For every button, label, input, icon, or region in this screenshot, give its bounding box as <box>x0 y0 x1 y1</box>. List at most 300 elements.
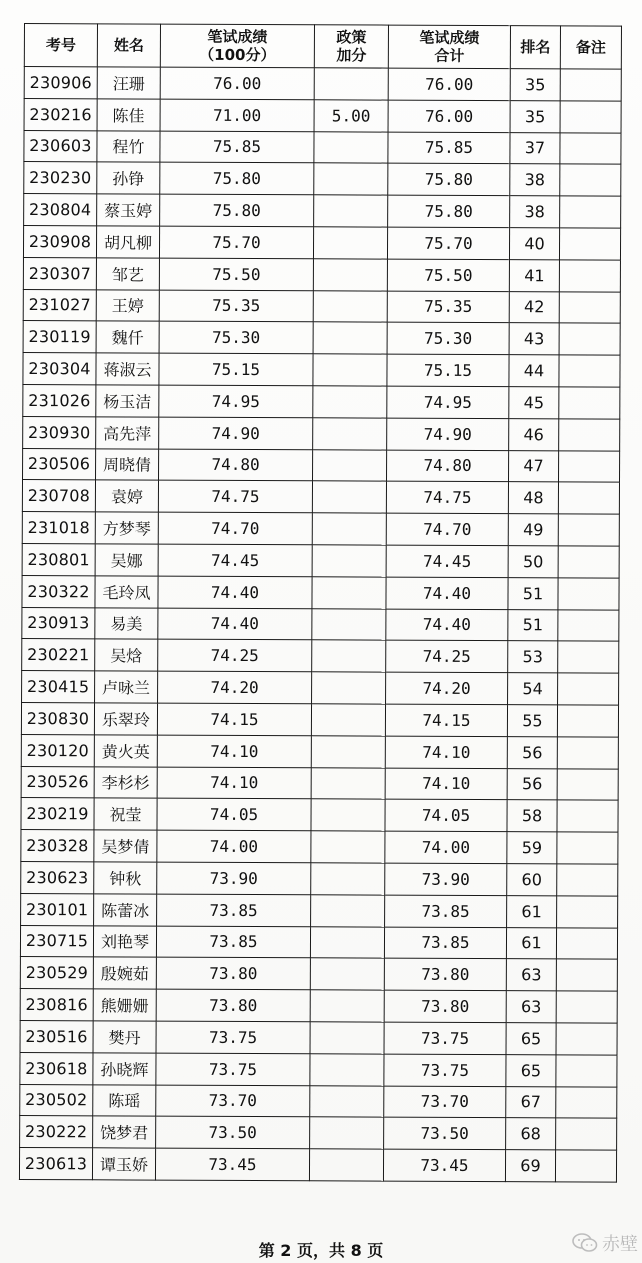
cell-bonus <box>311 767 385 799</box>
cell-score: 74.40 <box>158 608 312 640</box>
cell-id: 230307 <box>23 257 96 289</box>
header-remark-label: 备注 <box>575 38 606 57</box>
cell-rank: 63 <box>506 959 556 991</box>
cell-name: 魏仟 <box>96 321 159 353</box>
cell-score: 74.25 <box>158 639 312 671</box>
cell-remark <box>560 101 621 133</box>
cell-remark <box>556 1086 617 1118</box>
cell-id: 230603 <box>24 130 97 162</box>
cell-name: 乐翠玲 <box>94 703 157 735</box>
cell-bonus <box>310 926 384 958</box>
header-name-label: 姓名 <box>113 36 144 55</box>
cell-remark <box>557 896 618 928</box>
cell-total: 73.85 <box>385 895 507 927</box>
header-remark <box>560 26 621 69</box>
cell-remark <box>556 1023 617 1055</box>
table-header-row <box>24 24 621 70</box>
cell-remark <box>559 291 620 323</box>
cell-remark <box>559 450 620 482</box>
header-bonus-label: 政策 <box>336 28 367 47</box>
cell-bonus <box>311 831 385 863</box>
cell-total: 73.80 <box>384 958 506 990</box>
cell-name: 吴梦倩 <box>94 830 157 862</box>
cell-total: 74.90 <box>387 418 509 450</box>
cell-score: 74.05 <box>157 798 311 830</box>
cell-bonus <box>312 513 386 545</box>
cell-rank: 48 <box>508 482 558 514</box>
cell-rank: 68 <box>506 1118 556 1150</box>
cell-id: 230304 <box>23 353 96 385</box>
table-row <box>23 353 620 387</box>
cell-bonus <box>314 68 388 100</box>
cell-score: 75.80 <box>160 194 314 226</box>
header-rank-label: 排名 <box>520 38 551 57</box>
cell-total: 75.30 <box>387 322 509 354</box>
cell-remark <box>558 673 619 705</box>
cell-rank: 42 <box>509 291 559 323</box>
cell-rank: 69 <box>505 1150 555 1182</box>
cell-total: 73.70 <box>384 1086 506 1118</box>
page-footer: 第 2 页，共 8 页 <box>258 1241 384 1260</box>
cell-id: 230830 <box>21 702 94 734</box>
cell-rank: 61 <box>506 927 556 959</box>
cell-remark <box>556 991 617 1023</box>
cell-id: 230322 <box>22 575 95 607</box>
table-row <box>23 416 620 450</box>
cell-bonus <box>311 894 385 926</box>
cell-score: 73.70 <box>156 1085 310 1117</box>
cell-remark <box>557 832 618 864</box>
header-name <box>97 24 160 67</box>
cell-score: 75.80 <box>160 162 314 194</box>
cell-total: 75.70 <box>387 227 509 259</box>
cell-id: 230526 <box>21 766 94 798</box>
cell-rank: 41 <box>509 259 559 291</box>
cell-rank: 40 <box>509 228 559 260</box>
cell-id: 230216 <box>24 98 97 130</box>
cell-bonus <box>309 1149 383 1181</box>
cell-id: 230502 <box>20 1084 93 1116</box>
cell-score: 73.85 <box>156 926 310 958</box>
cell-total: 74.70 <box>386 513 508 545</box>
cell-total: 75.80 <box>388 163 510 195</box>
cell-total: 74.80 <box>387 450 509 482</box>
cell-score: 75.35 <box>159 290 313 322</box>
cell-remark <box>557 737 618 769</box>
cell-total: 74.25 <box>386 640 508 672</box>
table-row <box>24 130 621 164</box>
cell-name: 王婷 <box>96 289 159 321</box>
cell-bonus <box>310 990 384 1022</box>
table-row <box>21 702 618 736</box>
cell-id: 230119 <box>23 321 96 353</box>
cell-total: 76.00 <box>388 68 510 100</box>
cell-total: 73.90 <box>385 863 507 895</box>
score-table <box>19 23 622 1182</box>
cell-remark <box>559 228 620 260</box>
cell-id: 230529 <box>20 957 93 989</box>
cell-score: 74.10 <box>157 767 311 799</box>
table-body <box>19 67 621 1182</box>
cell-bonus <box>311 735 385 767</box>
cell-total: 75.85 <box>388 132 510 164</box>
table-row <box>22 607 619 641</box>
cell-name: 刘艳琴 <box>93 925 156 957</box>
cell-name: 陈佳 <box>97 99 160 131</box>
cell-score: 75.15 <box>159 353 313 385</box>
cell-rank: 51 <box>508 609 558 641</box>
cell-rank: 59 <box>507 832 557 864</box>
cell-total: 73.80 <box>384 990 506 1022</box>
table-row <box>21 766 618 800</box>
cell-rank: 63 <box>506 991 556 1023</box>
cell-name: 孙铮 <box>97 162 160 194</box>
cell-bonus <box>313 386 387 418</box>
cell-bonus <box>310 1022 384 1054</box>
cell-rank: 45 <box>509 387 559 419</box>
cell-name: 毛玲凤 <box>95 576 158 608</box>
table-row <box>22 480 619 514</box>
cell-total: 74.20 <box>386 672 508 704</box>
cell-remark <box>556 1055 617 1087</box>
cell-rank: 44 <box>509 355 559 387</box>
cell-remark <box>557 800 618 832</box>
cell-id: 230219 <box>21 798 94 830</box>
cell-id: 230328 <box>21 830 94 862</box>
chat-bubble-icon <box>572 1232 598 1254</box>
cell-total: 75.15 <box>387 354 509 386</box>
cell-bonus <box>311 704 385 736</box>
cell-score: 74.10 <box>157 735 311 767</box>
table-row <box>21 830 618 864</box>
table-row <box>20 1020 617 1054</box>
cell-remark <box>556 1118 617 1150</box>
cell-bonus <box>312 577 386 609</box>
table-row <box>24 194 621 228</box>
cell-bonus <box>310 1085 384 1117</box>
cell-name: 邹艺 <box>96 258 159 290</box>
cell-rank: 49 <box>508 514 558 546</box>
cell-id: 230623 <box>21 861 94 893</box>
table-row <box>23 384 620 418</box>
cell-name: 黄火英 <box>94 735 157 767</box>
cell-name: 熊姗姗 <box>93 989 156 1021</box>
cell-rank: 43 <box>509 323 559 355</box>
cell-rank: 47 <box>509 450 559 482</box>
cell-total: 74.45 <box>386 545 508 577</box>
cell-rank: 56 <box>507 768 557 800</box>
header-total-label: 笔试成绩 <box>419 28 480 47</box>
cell-rank: 53 <box>508 641 558 673</box>
cell-name: 李杉杉 <box>94 766 157 798</box>
cell-bonus <box>313 227 387 259</box>
cell-id: 230506 <box>23 448 96 480</box>
cell-remark <box>559 355 620 387</box>
cell-remark <box>560 132 621 164</box>
cell-score: 76.00 <box>160 67 314 99</box>
cell-rank: 55 <box>507 705 557 737</box>
cell-remark <box>559 323 620 355</box>
cell-remark <box>560 196 621 228</box>
cell-id: 230230 <box>24 162 97 194</box>
cell-score: 73.90 <box>157 862 311 894</box>
cell-bonus <box>314 195 388 227</box>
cell-name: 胡凡柳 <box>96 226 159 258</box>
cell-score: 73.80 <box>156 957 310 989</box>
cell-score: 74.75 <box>158 480 312 512</box>
cell-id: 230804 <box>24 194 97 226</box>
cell-id: 230913 <box>22 607 95 639</box>
cell-bonus <box>313 449 387 481</box>
cell-bonus <box>313 418 387 450</box>
cell-score: 73.45 <box>155 1148 309 1180</box>
table-row <box>23 225 620 259</box>
cell-rank: 60 <box>507 864 557 896</box>
table-row <box>21 734 618 768</box>
table-row <box>23 289 620 323</box>
cell-rank: 61 <box>507 895 557 927</box>
cell-bonus <box>312 481 386 513</box>
table-row <box>19 1148 616 1182</box>
cell-id: 230222 <box>20 1116 93 1148</box>
cell-score: 73.75 <box>156 1053 310 1085</box>
cell-score: 75.70 <box>159 226 313 258</box>
table-row <box>22 543 619 577</box>
cell-total: 74.15 <box>385 704 507 736</box>
table-row <box>21 893 618 927</box>
cell-total: 74.75 <box>386 481 508 513</box>
cell-bonus <box>310 958 384 990</box>
cell-id: 230816 <box>20 989 93 1021</box>
cell-id: 230930 <box>23 416 96 448</box>
table-row <box>22 639 619 673</box>
cell-name: 蒋淑云 <box>96 353 159 385</box>
watermark-text: 赤壁 <box>602 1234 638 1255</box>
cell-rank: 46 <box>509 418 559 450</box>
cell-total: 73.50 <box>384 1117 506 1149</box>
table-row <box>22 512 619 546</box>
cell-id: 230618 <box>20 1052 93 1084</box>
cell-bonus <box>312 672 386 704</box>
cell-name: 易美 <box>95 607 158 639</box>
cell-total: 74.40 <box>386 609 508 641</box>
cell-rank: 67 <box>506 1086 556 1118</box>
cell-bonus <box>314 163 388 195</box>
cell-total: 74.10 <box>385 768 507 800</box>
cell-name: 钟秋 <box>94 862 157 894</box>
cell-remark <box>560 164 621 196</box>
table-row <box>23 257 620 291</box>
cell-id: 230908 <box>23 225 96 257</box>
cell-name: 方梦琴 <box>95 512 158 544</box>
cell-name: 陈蕾冰 <box>94 894 157 926</box>
cell-name: 祝莹 <box>94 798 157 830</box>
cell-id: 230801 <box>22 543 95 575</box>
table-row <box>24 67 621 101</box>
table-row <box>22 575 619 609</box>
cell-bonus <box>313 322 387 354</box>
cell-remark <box>559 260 620 292</box>
cell-rank: 38 <box>510 164 560 196</box>
cell-name: 樊丹 <box>93 1021 156 1053</box>
header-rank <box>510 26 560 69</box>
cell-id: 231026 <box>23 384 96 416</box>
cell-total: 74.05 <box>385 799 507 831</box>
cell-name: 袁婷 <box>95 480 158 512</box>
header-total <box>388 25 510 69</box>
cell-remark <box>558 514 619 546</box>
cell-name: 杨玉洁 <box>96 385 159 417</box>
cell-score: 74.00 <box>157 830 311 862</box>
cell-id: 230120 <box>21 734 94 766</box>
cell-remark <box>556 927 617 959</box>
cell-remark <box>555 1150 616 1182</box>
cell-score: 75.30 <box>159 321 313 353</box>
cell-name: 卢咏兰 <box>95 671 158 703</box>
cell-id: 230708 <box>22 480 95 512</box>
cell-score: 74.45 <box>158 544 312 576</box>
cell-total: 76.00 <box>388 100 510 132</box>
table-row <box>20 925 617 959</box>
cell-id: 230906 <box>24 67 97 99</box>
cell-name: 殷婉茹 <box>93 957 156 989</box>
table-row <box>21 798 618 832</box>
cell-id: 230221 <box>22 639 95 671</box>
header-id <box>24 24 97 67</box>
header-score <box>160 24 314 68</box>
cell-bonus <box>310 1053 384 1085</box>
cell-rank: 50 <box>508 546 558 578</box>
table-row <box>20 1052 617 1086</box>
cell-bonus <box>311 799 385 831</box>
cell-name: 蔡玉婷 <box>97 194 160 226</box>
cell-remark <box>558 641 619 673</box>
header-bonus-sublabel: 加分 <box>336 46 367 65</box>
cell-name: 陈瑶 <box>93 1084 156 1116</box>
header-bonus <box>314 25 388 68</box>
cell-remark <box>560 69 621 101</box>
cell-name: 程竹 <box>97 130 160 162</box>
cell-id: 230101 <box>21 893 94 925</box>
table-row <box>24 162 621 196</box>
cell-remark <box>557 768 618 800</box>
table-row <box>20 1116 617 1150</box>
cell-score: 71.00 <box>160 99 314 131</box>
table-row <box>21 861 618 895</box>
cell-bonus <box>312 545 386 577</box>
cell-name: 汪珊 <box>97 67 160 99</box>
cell-remark <box>558 609 619 641</box>
table-row <box>20 989 617 1023</box>
cell-total: 73.75 <box>384 1054 506 1086</box>
cell-remark <box>558 482 619 514</box>
cell-bonus <box>313 354 387 386</box>
cell-total: 74.00 <box>385 831 507 863</box>
table-row <box>23 448 620 482</box>
cell-total: 75.80 <box>388 195 510 227</box>
cell-score: 74.15 <box>157 703 311 735</box>
cell-rank: 35 <box>510 69 560 101</box>
cell-remark <box>559 419 620 451</box>
cell-remark <box>556 959 617 991</box>
cell-rank: 56 <box>507 736 557 768</box>
cell-score: 73.75 <box>156 1021 310 1053</box>
cell-bonus <box>312 640 386 672</box>
cell-name: 吴娜 <box>95 544 158 576</box>
cell-name: 吴焓 <box>95 639 158 671</box>
table-row <box>22 671 619 705</box>
cell-total: 73.75 <box>384 1022 506 1054</box>
cell-remark <box>557 864 618 896</box>
header-score-label: 笔试成绩 <box>207 27 268 47</box>
cell-score: 74.70 <box>158 512 312 544</box>
cell-score: 73.50 <box>156 1116 310 1148</box>
cell-rank: 35 <box>510 100 560 132</box>
cell-remark <box>557 705 618 737</box>
cell-bonus <box>313 290 387 322</box>
cell-score: 74.90 <box>159 417 313 449</box>
cell-rank: 58 <box>507 800 557 832</box>
cell-id: 230715 <box>20 925 93 957</box>
cell-id: 230613 <box>19 1148 92 1180</box>
cell-id: 230516 <box>20 1020 93 1052</box>
header-score-sublabel: （100分） <box>199 45 276 65</box>
cell-score: 74.95 <box>159 385 313 417</box>
cell-total: 73.85 <box>384 927 506 959</box>
cell-id: 231027 <box>23 289 96 321</box>
cell-name: 饶梦君 <box>93 1116 156 1148</box>
cell-name: 周晓倩 <box>96 448 159 480</box>
cell-remark <box>558 546 619 578</box>
cell-bonus <box>313 259 387 291</box>
cell-total: 75.35 <box>387 291 509 323</box>
cell-score: 73.85 <box>157 894 311 926</box>
cell-score: 73.80 <box>156 989 310 1021</box>
cell-total: 75.50 <box>387 259 509 291</box>
cell-total: 74.95 <box>387 386 509 418</box>
header-id-label: 考号 <box>45 36 76 55</box>
cell-score: 75.50 <box>159 258 313 290</box>
cell-id: 230415 <box>22 671 95 703</box>
cell-bonus <box>310 1117 384 1149</box>
cell-bonus <box>314 131 388 163</box>
cell-rank: 37 <box>510 132 560 164</box>
cell-total: 74.40 <box>386 577 508 609</box>
cell-rank: 65 <box>506 1054 556 1086</box>
table-row <box>20 957 617 991</box>
cell-total: 74.10 <box>385 736 507 768</box>
cell-rank: 54 <box>508 673 558 705</box>
cell-score: 74.20 <box>158 671 312 703</box>
cell-bonus <box>311 863 385 895</box>
table-row <box>23 321 620 355</box>
table-row <box>24 98 621 132</box>
cell-score: 75.85 <box>160 131 314 163</box>
cell-name: 高先萍 <box>96 417 159 449</box>
cell-name: 谭玉娇 <box>92 1148 155 1180</box>
cell-rank: 38 <box>510 196 560 228</box>
watermark <box>572 1230 638 1256</box>
cell-score: 74.40 <box>158 576 312 608</box>
cell-total: 73.45 <box>383 1149 505 1181</box>
cell-name: 孙晓辉 <box>93 1053 156 1085</box>
cell-rank: 51 <box>508 577 558 609</box>
cell-remark <box>559 387 620 419</box>
cell-score: 74.80 <box>159 449 313 481</box>
cell-rank: 65 <box>506 1023 556 1055</box>
cell-id: 231018 <box>22 512 95 544</box>
cell-bonus <box>312 608 386 640</box>
